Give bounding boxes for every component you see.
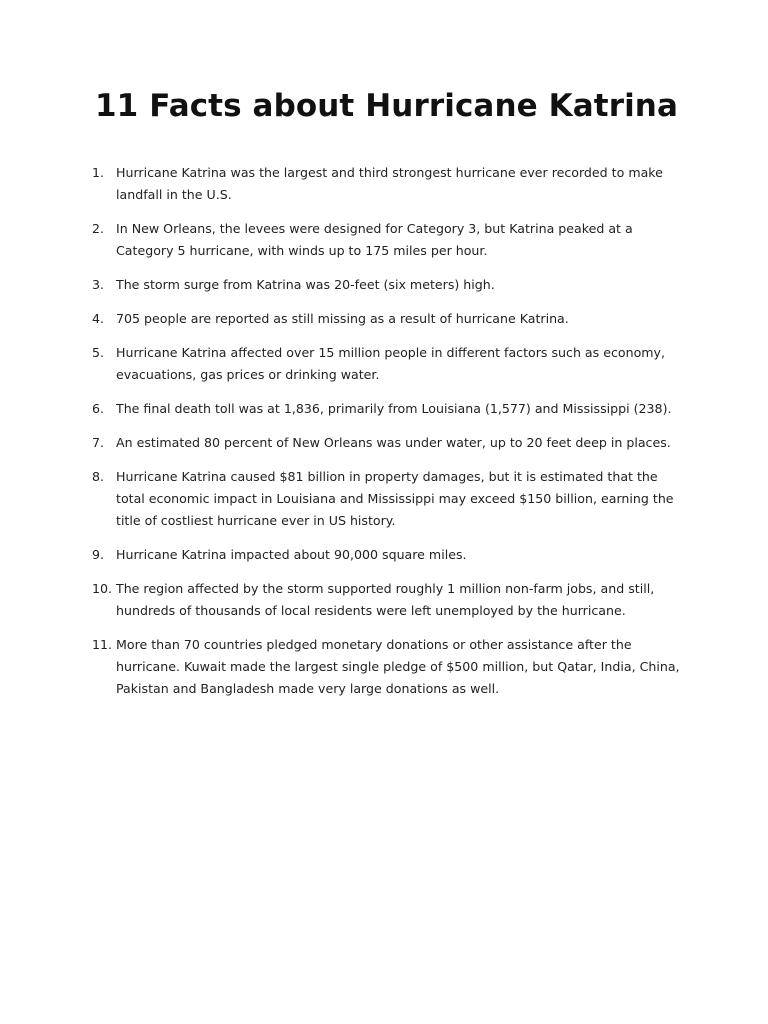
fact-text: Hurricane Katrina affected over 15 million people in different factors such as economy, evacuations, gas prices or drinking water. xyxy=(116,345,665,382)
fact-number: 8. xyxy=(92,469,105,484)
fact-number: 6. xyxy=(92,401,105,416)
fact-text: Hurricane Katrina was the largest and third strongest hurricane ever recorded to make landfall in the U.S. xyxy=(116,165,663,202)
list-item xyxy=(92,218,682,262)
fact-text: The storm surge from Katrina was 20-feet (six meters) high. xyxy=(116,277,495,292)
list-item xyxy=(92,432,682,454)
fact-text: More than 70 countries pledged monetary donations or other assistance after the hurricane. Kuwait made the largest single pledge of $500 million, but Qatar, India, China, Pakistan and Bangladesh made very large donations as well. xyxy=(116,637,680,696)
fact-text: An estimated 80 percent of New Orleans was under water, up to 20 feet deep in places. xyxy=(116,435,671,450)
fact-number: 7. xyxy=(92,435,105,450)
fact-number: 5. xyxy=(92,345,105,360)
list-item xyxy=(92,544,682,566)
list-item xyxy=(92,162,682,206)
fact-number: 2. xyxy=(92,221,105,236)
list-item xyxy=(92,308,682,330)
list-item xyxy=(92,274,682,296)
fact-number: 4. xyxy=(92,311,105,326)
list-item xyxy=(92,342,682,386)
fact-number: 10. xyxy=(92,581,113,596)
fact-number: 9. xyxy=(92,547,105,562)
fact-text: The final death toll was at 1,836, primarily from Louisiana (1,577) and Mississippi (238). xyxy=(116,401,672,416)
fact-number: 1. xyxy=(92,165,105,180)
fact-text: In New Orleans, the levees were designed for Category 3, but Katrina peaked at a Category 5 hurricane, with winds up to 175 miles per hour. xyxy=(116,221,633,258)
document-title: 11 Facts about Hurricane Katrina xyxy=(95,88,678,124)
list-item xyxy=(92,578,682,622)
fact-number: 11. xyxy=(92,637,113,652)
fact-text: Hurricane Katrina impacted about 90,000 square miles. xyxy=(116,547,467,562)
list-item xyxy=(92,466,682,532)
fact-text: The region affected by the storm supported roughly 1 million non-farm jobs, and still, hundreds of thousands of local residents were left unemployed by the hurricane. xyxy=(116,581,655,618)
fact-text: 705 people are reported as still missing as a result of hurricane Katrina. xyxy=(116,311,569,326)
list-item xyxy=(92,398,682,420)
facts-list xyxy=(92,162,682,712)
fact-text: Hurricane Katrina caused $81 billion in property damages, but it is estimated that the total economic impact in Louisiana and Mississippi may exceed $150 billion, earning the title of costliest hurricane ever in US history. xyxy=(116,469,674,528)
fact-number: 3. xyxy=(92,277,105,292)
list-item xyxy=(92,634,682,700)
